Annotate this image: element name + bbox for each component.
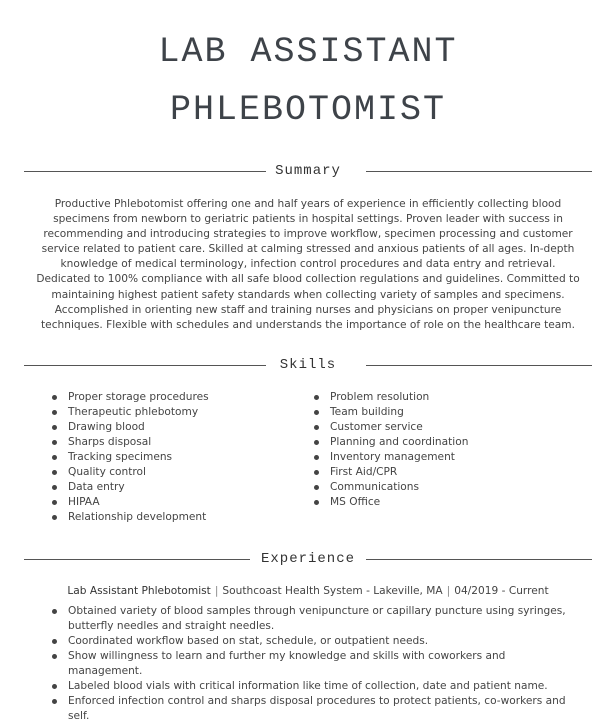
experience-bullet: Labeled blood vials with critical information like time of collection, date and patient name.: [52, 679, 572, 694]
divider-right: [366, 365, 592, 366]
skill-item: Customer service: [314, 420, 564, 435]
experience-bullet: Coordinated workflow based on stat, schedule, or outpatient needs.: [52, 634, 572, 649]
skill-item: Data entry: [52, 480, 302, 495]
experience-bullet: Show willingness to learn and further my knowledge and skills with coworkers and management.: [52, 649, 572, 679]
skill-item: Therapeutic phlebotomy: [52, 405, 302, 420]
skill-item: Sharps disposal: [52, 435, 302, 450]
skill-item: Inventory management: [314, 450, 564, 465]
skills-list-left: [52, 390, 302, 525]
skill-item: MS Office: [314, 495, 564, 510]
skills-section-header: [24, 355, 592, 375]
skill-item: Drawing blood: [52, 420, 302, 435]
job-title: Lab Assistant Phlebotomist: [67, 585, 211, 597]
skills-heading: Skills: [279, 357, 337, 373]
job-header: [0, 585, 616, 597]
experience-bullets: [52, 604, 572, 724]
experience-section-header: [24, 549, 592, 569]
skills-list-right: [314, 390, 564, 510]
summary-text: Productive Phlebotomist offering one and half years of experience in efficiently collecting blood specimens from newborn to geriatric patients in hospital settings. Proven leader with success in recommending and introducing strategies to improve workflow, specimen processing and customer service related to patient care. Skilled at calming stressed and anxious patients of all ages. In-depth knowledge of medical terminology, infection control procedures and data entry and retrieval. Dedicated to 100% compliance with all safe blood collection regulations and guidelines. Committed to maintaining highest patient safety standards when collecting variety of samples and specimens. Accomplished in orienting new staff and training nurses and physicians on proper venipuncture techniques. Flexible with schedules and understands the importance of role on the healthcare team.: [36, 198, 580, 331]
skill-item: Quality control: [52, 465, 302, 480]
skill-item: Tracking specimens: [52, 450, 302, 465]
job-dates: 04/2019 - Current: [454, 585, 549, 597]
separator: |: [214, 585, 219, 597]
name-title-line-1: LAB ASSISTANT: [158, 32, 458, 72]
skill-item: Relationship development: [52, 510, 302, 525]
skill-item: Team building: [314, 405, 564, 420]
name-title-line-2: PHLEBOTOMIST: [169, 90, 447, 130]
skill-item: First Aid/CPR: [314, 465, 564, 480]
skill-item: Proper storage procedures: [52, 390, 302, 405]
experience-bullet: Enforced infection control and sharps disposal procedures to protect patients, co-workers and self.: [52, 694, 572, 724]
skill-item: HIPAA: [52, 495, 302, 510]
divider-right: [366, 171, 592, 172]
skill-item: Planning and coordination: [314, 435, 564, 450]
experience-bullet: Obtained variety of blood samples through venipuncture or capillary puncture using syringes, butterfly needles and straight needles.: [52, 604, 572, 634]
separator: |: [446, 585, 451, 597]
summary-section-header: [24, 161, 592, 181]
experience-heading: Experience: [260, 551, 355, 567]
skill-item: Problem resolution: [314, 390, 564, 405]
skill-item: Communications: [314, 480, 564, 495]
divider-right: [366, 559, 592, 560]
summary-heading: Summary: [275, 163, 341, 179]
employer: Southcoast Health System - Lakeville, MA: [222, 585, 443, 597]
